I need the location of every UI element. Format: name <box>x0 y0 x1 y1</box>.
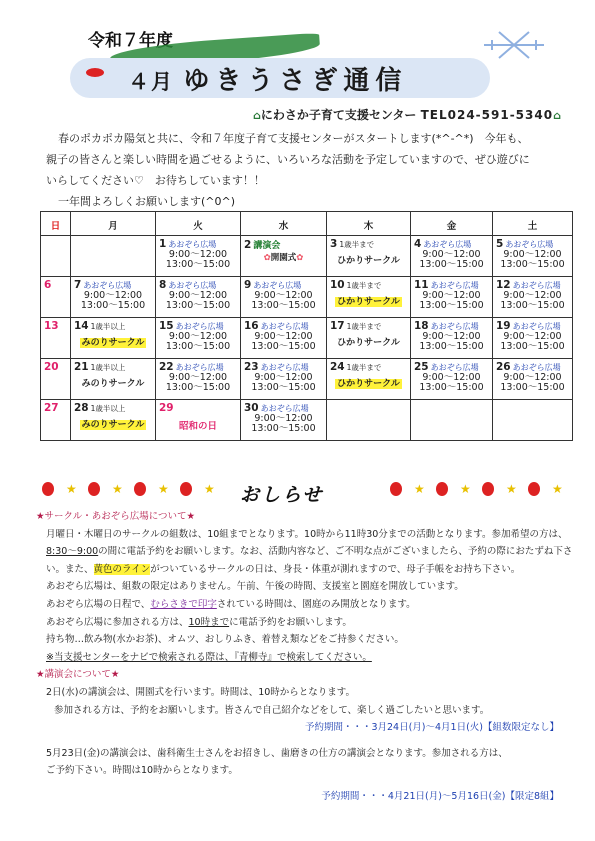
time-pm: 13:00～15:00 <box>251 300 316 311</box>
center-name: にわさか子育て支援センター <box>260 108 417 122</box>
calendar-week <box>41 277 573 318</box>
time-am: 9:00～12:00 <box>254 372 313 383</box>
weekday-fri: 金 <box>411 212 493 236</box>
day-number: 12 <box>496 279 511 291</box>
reservation-period: 予約期間・・・4月21日(月)～5月16日(金)【限定8組】 <box>321 790 559 802</box>
age-note: 1歳半まで <box>346 322 382 331</box>
notice-line: ご予約下さい。時間は10時からとなります。 <box>46 765 238 777</box>
notice-text: に電話予約をお願いします。 <box>229 616 352 628</box>
svg-text:★: ★ <box>506 482 517 496</box>
issue-month: ４月 <box>128 70 174 94</box>
day-number: 9 <box>244 279 252 291</box>
notice-line: 2日(水)の講演会は、開園式を行います。時間は、10時からとなります。 <box>46 686 356 698</box>
day-cell-empty <box>41 236 71 277</box>
time-am: 9:00～12:00 <box>168 249 228 260</box>
time-am: 9:00～12:00 <box>254 290 313 301</box>
notice-text: がついているサークルの日は、身長・体重が測れますので、母子手帳をお持ち下さい。 <box>150 563 521 575</box>
day-number: 29 <box>159 402 174 414</box>
weekday-wed: 水 <box>241 212 327 236</box>
notice-line <box>36 543 581 561</box>
day-number: 16 <box>244 320 259 332</box>
plaza-label: あおぞら広場 <box>512 281 561 290</box>
weekday-mon: 月 <box>71 212 156 236</box>
notice-section <box>36 508 581 806</box>
day-cell <box>327 318 411 359</box>
time-am: 9:00～12:00 <box>422 249 481 260</box>
time-am: 9:00～12:00 <box>503 249 562 260</box>
circle-label <box>74 417 152 430</box>
time-pm: 13:00～15:00 <box>165 300 231 311</box>
time-am: 9:00～12:00 <box>422 331 481 342</box>
day-number: 10 <box>330 279 345 291</box>
intro-line: いらしてください♡ お待ちしています！！ <box>46 174 265 187</box>
day-cell <box>493 277 573 318</box>
day-cell <box>241 277 327 318</box>
time-pm: 13:00～15:00 <box>500 259 565 270</box>
time-pm: 13:00～15:00 <box>500 382 565 393</box>
time-am: 9:00～12:00 <box>168 290 228 301</box>
plaza-label: あおぞら広場 <box>175 363 224 372</box>
day-cell <box>156 318 241 359</box>
weekday-thu: 木 <box>327 212 411 236</box>
circle-label: ひかりサークル <box>337 338 400 348</box>
time-pm: 13:00～15:00 <box>500 341 565 352</box>
day-number: 5 <box>496 238 504 250</box>
day-number: 23 <box>244 361 259 373</box>
day-cell <box>156 359 241 400</box>
day-number: 7 <box>74 279 82 291</box>
notice-text: い。また、 <box>46 563 94 575</box>
notice-line <box>36 649 581 667</box>
circle-highlight: ひかりサークル <box>337 379 400 389</box>
time-pm: 13:00～15:00 <box>165 341 231 352</box>
time-am: 9:00～12:00 <box>254 331 313 342</box>
time-pm: 13:00～15:00 <box>251 341 316 352</box>
calendar-week <box>41 400 573 441</box>
circle-label <box>74 335 152 348</box>
newsletter-title <box>128 60 407 97</box>
time-pm: 13:00～15:00 <box>419 382 484 393</box>
notice-line <box>36 596 581 614</box>
day-cell <box>241 236 327 277</box>
svg-text:★: ★ <box>112 482 123 496</box>
notice-text: あおぞら広場の日程で、 <box>46 598 151 610</box>
plaza-label: あおぞら広場 <box>512 363 561 372</box>
intro-line: 一年間よろしくお願いします(^0^) <box>58 195 236 208</box>
circle-label: みのりサークル <box>81 379 145 389</box>
day-number: 6 <box>44 279 52 291</box>
plaza-label: あおぞら広場 <box>430 363 479 372</box>
day-cell <box>156 277 241 318</box>
day-cell <box>41 359 71 400</box>
day-number: 17 <box>330 320 345 332</box>
time-am: 9:00～12:00 <box>254 413 313 424</box>
day-cell <box>41 277 71 318</box>
time-pm: 13:00～15:00 <box>80 300 146 311</box>
day-number: 8 <box>159 279 167 291</box>
notice-line <box>36 614 581 632</box>
notice-line <box>36 561 581 579</box>
plaza-label: あおぞら広場 <box>260 404 309 413</box>
day-number: 1 <box>159 238 167 250</box>
weekday-sat: 土 <box>493 212 573 236</box>
plaza-label: あおぞら広場 <box>430 281 479 290</box>
reservation-hours: 8:30～9:00 <box>46 546 99 558</box>
svg-text:★: ★ <box>204 482 215 496</box>
time-am: 9:00～12:00 <box>168 331 228 342</box>
circle-highlight: みのりサークル <box>81 338 145 348</box>
house-icon: ⌂ <box>553 109 561 122</box>
notice-line: 5月23日(金)の講演会は、歯科衛生士さんをお招きし、歯磨きの仕方の講演会となります。参加される方は、 <box>46 747 508 759</box>
circle-label <box>330 376 407 389</box>
day-number: 28 <box>74 402 89 414</box>
day-cell <box>411 236 493 277</box>
plaza-label: あおぞら広場 <box>423 240 472 249</box>
plaza-label: あおぞら広場 <box>253 281 302 290</box>
notice-text: されている時間は、園庭のみ開放となります。 <box>216 598 416 610</box>
intro-line: 親子の皆さんと楽しい時間を過ごせるように、いろいろな活動を予定していますので、ぜひ遊びに <box>46 153 530 166</box>
time-pm: 13:00～15:00 <box>419 259 484 270</box>
day-number: 25 <box>414 361 429 373</box>
snowflake-icon <box>474 30 554 60</box>
spacer <box>36 780 581 788</box>
day-cell <box>71 277 156 318</box>
age-note: 1歳半以上 <box>90 404 126 413</box>
weekday-header <box>41 212 573 236</box>
time-am: 9:00～12:00 <box>168 372 228 383</box>
time-pm: 13:00～15:00 <box>165 259 231 270</box>
svg-text:★: ★ <box>66 482 77 496</box>
lecture-notice-heading: ★講演会について★ <box>36 669 120 681</box>
day-cell-empty <box>71 236 156 277</box>
day-number: 4 <box>414 238 422 250</box>
plaza-label: あおぞら広場 <box>260 363 309 372</box>
day-number: 30 <box>244 402 259 414</box>
day-cell-empty <box>411 400 493 441</box>
day-cell <box>71 400 156 441</box>
notice-line: 月曜日・木曜日のサークルの組数は、10組までとなります。10時から11時30分までの活動となります。参加希望の方は、 <box>46 528 568 540</box>
april-calendar <box>40 211 573 441</box>
day-cell <box>327 236 411 277</box>
time-pm: 13:00～15:00 <box>251 382 316 393</box>
notice-text: の間に電話予約をお願いします。なお、活動内容など、ご不明な点がございましたら、予約の際におたずね下さ <box>98 546 573 558</box>
day-cell-empty <box>327 400 411 441</box>
day-number: 13 <box>44 320 59 332</box>
day-number: 18 <box>414 320 429 332</box>
svg-text:★: ★ <box>552 482 563 496</box>
yellow-line-text: 黄色のライン <box>93 563 151 575</box>
flower-icon: ✿ <box>263 253 271 263</box>
deadline-text: 10時まで <box>188 616 230 628</box>
plaza-label: あおぞら広場 <box>260 322 309 331</box>
reservation-period: 予約期間・・・3月24日(月)～4月1日(火)【組数限定なし】 <box>304 722 559 734</box>
notice-line: 参加される方は、予約をお願いします。皆さんで自己紹介などをして、楽しく過ごしたいと思います。 <box>54 704 490 716</box>
calendar-week <box>41 318 573 359</box>
day-cell <box>241 359 327 400</box>
day-number: 15 <box>159 320 174 332</box>
age-note: 1歳半以上 <box>90 322 126 331</box>
age-note: 1歳半まで <box>346 363 382 372</box>
day-cell <box>41 400 71 441</box>
day-number: 19 <box>496 320 511 332</box>
day-cell <box>327 359 411 400</box>
day-cell <box>411 277 493 318</box>
time-am: 9:00～12:00 <box>83 290 143 301</box>
intro-line: 春のポカポカ陽気と共に、令和７年度子育て支援センターがスタートします(*^-^*) 今年も、 <box>58 132 529 145</box>
house-icon: ⌂ <box>253 109 261 122</box>
opening-label: 開園式 <box>270 253 297 263</box>
time-am: 9:00～12:00 <box>503 290 562 301</box>
plaza-label: あおぞら広場 <box>83 281 132 290</box>
plaza-label: あおぞら広場 <box>175 322 224 331</box>
weekday-tue: 火 <box>156 212 241 236</box>
time-pm: 13:00～15:00 <box>500 300 565 311</box>
day-cell-empty <box>493 400 573 441</box>
day-number: 22 <box>159 361 174 373</box>
day-cell <box>241 318 327 359</box>
day-cell <box>241 400 327 441</box>
day-number: 27 <box>44 402 59 414</box>
age-note: 1歳半まで <box>339 240 375 249</box>
navi-note: ※当支援センターをナビで検索される際は、『青柳寺』で検索してください。 <box>46 651 372 663</box>
day-number: 24 <box>330 361 345 373</box>
plaza-label: あおぞら広場 <box>430 322 479 331</box>
day-cell <box>493 236 573 277</box>
plaza-label: あおぞら広場 <box>168 281 217 290</box>
time-am: 9:00～12:00 <box>422 372 481 383</box>
day-cell <box>71 318 156 359</box>
day-cell <box>156 400 241 441</box>
time-am: 9:00～12:00 <box>503 331 562 342</box>
flower-icon: ✿ <box>296 253 304 263</box>
circle-label <box>330 294 407 307</box>
svg-text:★: ★ <box>158 482 169 496</box>
age-note: 1歳半以上 <box>90 363 126 372</box>
circle-label: ひかりサークル <box>337 256 400 266</box>
plaza-label: あおぞら広場 <box>512 322 561 331</box>
svg-text:★: ★ <box>460 482 471 496</box>
phone-number: TEL024-591-5340 <box>420 108 554 122</box>
notice-line: あおぞら広場は、組数の限定はありません。午前、午後の時間、支援室と園庭を開放しています。 <box>46 581 464 593</box>
circle-highlight: ひかりサークル <box>337 297 400 307</box>
issue-year: 令和７年度 <box>88 31 173 51</box>
day-number: 21 <box>74 361 89 373</box>
day-cell <box>327 277 411 318</box>
day-number: 26 <box>496 361 511 373</box>
spacer <box>36 737 581 745</box>
day-cell <box>493 359 573 400</box>
notice-line: 持ち物…飲み物(水かお茶)、オムツ、おしりふき、着替え類などをご持参ください。 <box>46 634 404 646</box>
title-text: ゆきうさぎ通信 <box>183 66 408 96</box>
day-number: 20 <box>44 361 59 373</box>
time-pm: 13:00～15:00 <box>165 382 231 393</box>
age-note: 1歳半まで <box>346 281 382 290</box>
time-am: 9:00～12:00 <box>503 372 562 383</box>
day-number: 11 <box>414 279 429 291</box>
day-cell <box>41 318 71 359</box>
time-pm: 13:00～15:00 <box>251 423 316 434</box>
weekday-sun: 日 <box>41 212 71 236</box>
day-cell <box>71 359 156 400</box>
plaza-label: あおぞら広場 <box>505 240 554 249</box>
day-cell <box>156 236 241 277</box>
intro-text <box>46 128 566 212</box>
time-pm: 13:00～15:00 <box>419 300 484 311</box>
notice-text: あおぞら広場に参加される方は、 <box>46 616 189 628</box>
red-dot-decoration <box>86 68 104 77</box>
opening-ceremony <box>244 251 323 263</box>
time-pm: 13:00～15:00 <box>419 341 484 352</box>
holiday-label: 昭和の日 <box>178 421 217 432</box>
calendar-week <box>41 359 573 400</box>
purple-text: むらさきで印字 <box>150 598 217 610</box>
day-number: 2 <box>244 239 252 251</box>
day-number: 14 <box>74 320 89 332</box>
day-number: 3 <box>330 238 338 250</box>
calendar-week <box>41 236 573 277</box>
day-cell <box>411 359 493 400</box>
notice-title: おしらせ <box>240 484 324 506</box>
circle-notice-heading: ★サークル・あおぞら広場について★ <box>36 511 196 522</box>
day-cell <box>493 318 573 359</box>
day-cell <box>411 318 493 359</box>
lecture-label: 講演会 <box>253 241 281 251</box>
svg-text:★: ★ <box>414 482 425 496</box>
plaza-label: あおぞら広場 <box>168 240 217 249</box>
time-am: 9:00～12:00 <box>422 290 481 301</box>
center-info <box>253 106 561 123</box>
circle-highlight: みのりサークル <box>81 420 145 430</box>
